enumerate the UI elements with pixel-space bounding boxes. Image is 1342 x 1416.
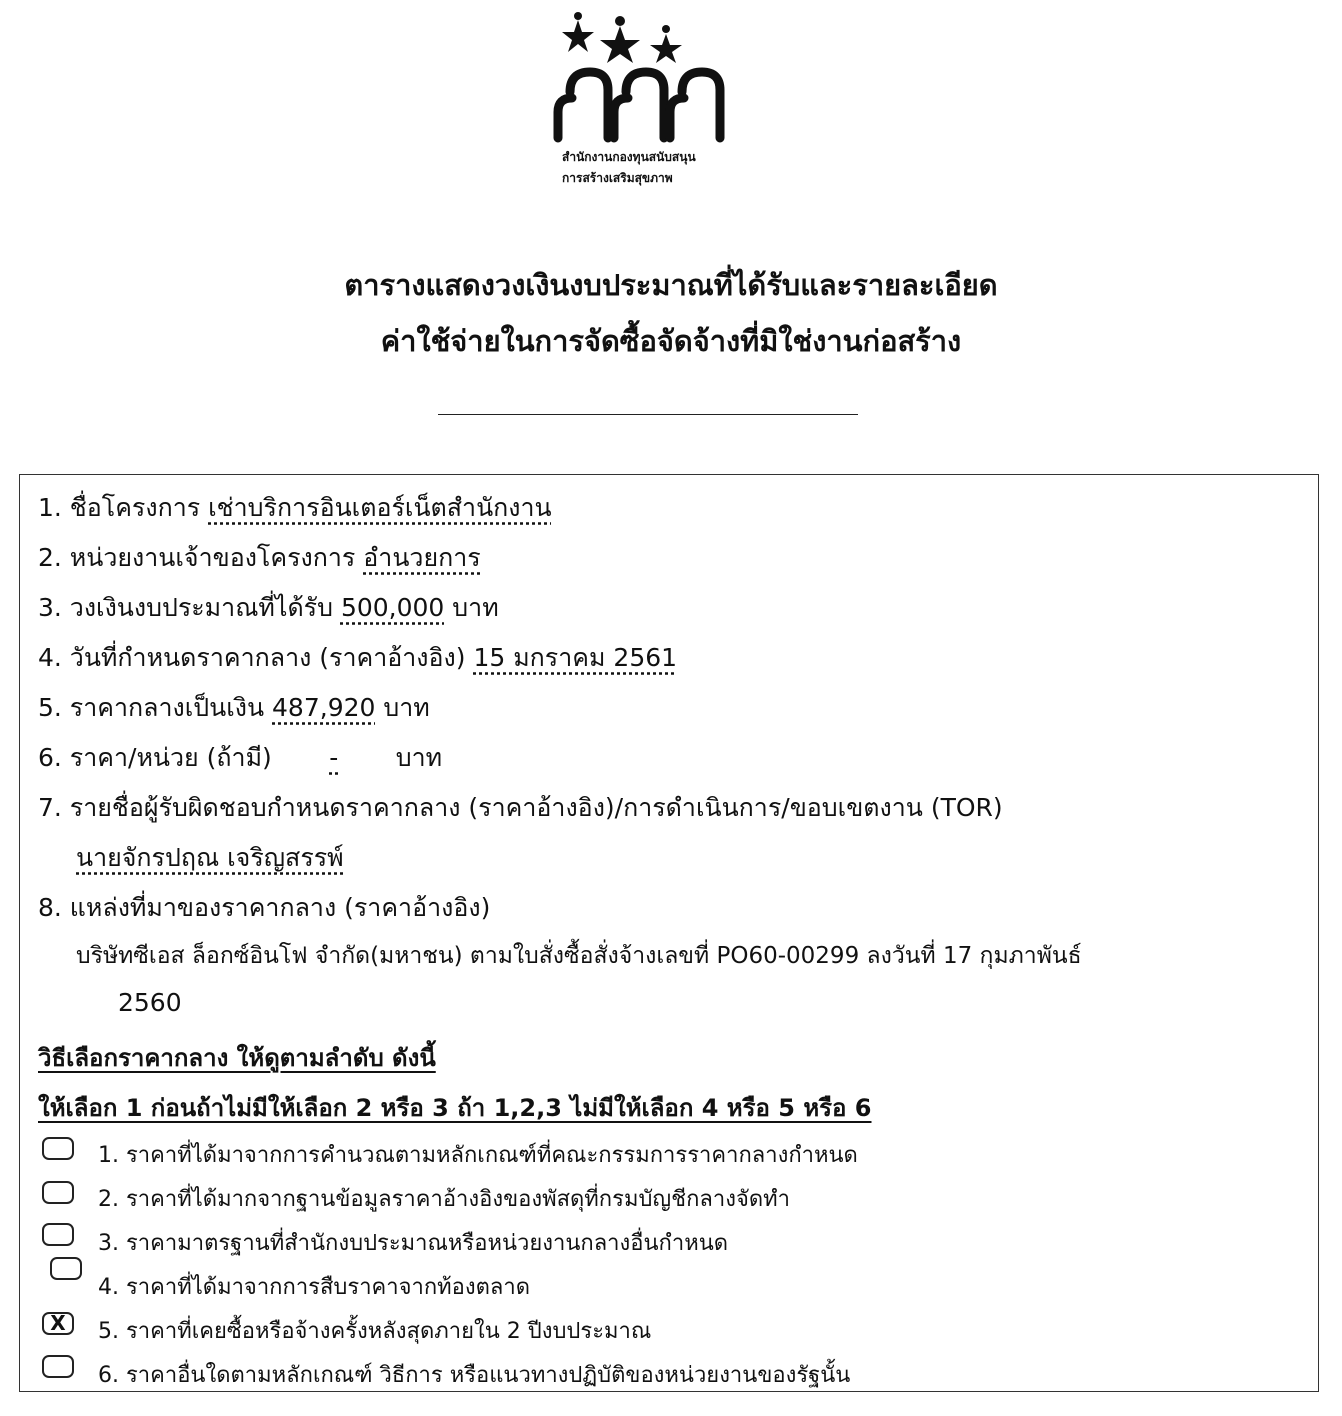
item-5-label: 5. ราคากลางเป็นเงิน [38, 693, 265, 722]
item-7-value-text: นายจักรปฤณ เจริญสรรพ์ [76, 843, 344, 872]
option-4-label: 4. ราคาที่ได้มาจากการสืบราคาจากท้องตลาด [98, 1275, 531, 1300]
option-5-label: 5. ราคาที่เคยซื้อหรือจ้างครั้งหลังสุดภายใน 2 ปีงบประมาณ [98, 1319, 652, 1344]
item-5 [38, 688, 430, 728]
item-3-value: 500,000 [340, 593, 445, 622]
item-1 [38, 488, 552, 528]
title-divider [438, 414, 858, 415]
item-8-label: 8. แหล่งที่มาของราคากลาง (ราคาอ้างอิง) [38, 893, 491, 922]
item-3-unit: บาท [452, 593, 499, 622]
item-4 [38, 638, 677, 678]
option-3-label: 3. ราคามาตรฐานที่สำนักงบประมาณหรือหน่วยงานกลางอื่นกำหนด [98, 1231, 729, 1256]
item-8-value-line-1: บริษัทซีเอส ล็อกซ์อินโฟ จำกัด(มหาชน) ตามใบสั่งซื้อสั่งจ้างเลขที่ PO60-00299 ลงวันที่ 17 กุมภาพันธ์ [76, 943, 1082, 969]
option-2-checkbox[interactable] [42, 1181, 74, 1204]
item-4-label: 4. วันที่กำหนดราคากลาง (ราคาอ้างอิง) [38, 643, 466, 672]
item-1-value: เช่าบริการอินเตอร์เน็ตสำนักงาน [208, 493, 552, 522]
item-7-label: 7. รายชื่อผู้รับผิดชอบกำหนดราคากลาง (ราคาอ้างอิง)/การดำเนินการ/ขอบเขตงาน (TOR) [38, 793, 1003, 822]
item-6-unit: บาท [395, 743, 443, 772]
item-8-value-line-2: 2560 [118, 988, 182, 1017]
item-5-value: 487,920 [272, 693, 376, 722]
option-1-checkbox[interactable] [42, 1137, 74, 1160]
option-1-label: 1. ราคาที่ได้มาจากการคำนวณตามหลักเกณฑ์ที่คณะกรรมการราคากลางกำหนด [98, 1143, 858, 1168]
option-6-label: 6. ราคาอื่นใดตามหลักเกณฑ์ วิธีการ หรือแนวทางปฏิบัติของหน่วยงานของรัฐนั้น [98, 1363, 851, 1388]
item-6 [38, 738, 442, 778]
logo-org-line-1: สำนักงานกองทุนสนับสนุน [562, 150, 696, 164]
option-4-checkbox[interactable] [50, 1257, 82, 1280]
option-2-label: 2. ราคาที่ได้มากจากฐานข้อมูลราคาอ้างอิงของพัสดุที่กรมบัญชีกลางจัดทำ [98, 1187, 791, 1212]
option-6-checkbox[interactable] [42, 1355, 74, 1378]
item-5-unit: บาท [383, 693, 430, 722]
stars-figure-icon [548, 12, 768, 152]
option-5-checkbox[interactable]: X [42, 1312, 74, 1335]
item-4-value: 15 มกราคม 2561 [473, 643, 678, 672]
item-1-label: 1. ชื่อโครงการ [38, 493, 201, 522]
item-3-label: 3. วงเงินงบประมาณที่ได้รับ [38, 593, 333, 622]
item-2-label: 2. หน่วยงานเจ้าของโครงการ [38, 543, 356, 572]
item-2 [38, 538, 481, 578]
logo-org-line-2: การสร้างเสริมสุขภาพ [562, 171, 673, 185]
method-heading: วิธีเลือกราคากลาง ให้ดูตามลำดับ ดังนี้ [38, 1044, 436, 1072]
option-3-checkbox[interactable] [42, 1223, 74, 1246]
item-6-label: 6. ราคา/หน่วย (ถ้ามี) [38, 743, 272, 772]
page-title-line-1: ตารางแสดงวงเงินงบประมาณที่ได้รับและรายละเอียด [344, 268, 998, 302]
item-6-value: - [329, 743, 339, 772]
item-7-value [76, 838, 344, 878]
item-3 [38, 588, 499, 628]
method-instruction: ให้เลือก 1 ก่อนถ้าไม่มีให้เลือก 2 หรือ 3 ถ้า 1,2,3 ไม่มีให้เลือก 4 หรือ 5 หรือ 6 [38, 1094, 872, 1122]
page-title-line-2: ค่าใช้จ่ายในการจัดซื้อจัดจ้างที่มิใช่งานก่อสร้าง [380, 324, 962, 358]
item-2-value: อำนวยการ [363, 543, 481, 572]
thaihealth-logo [548, 12, 768, 192]
